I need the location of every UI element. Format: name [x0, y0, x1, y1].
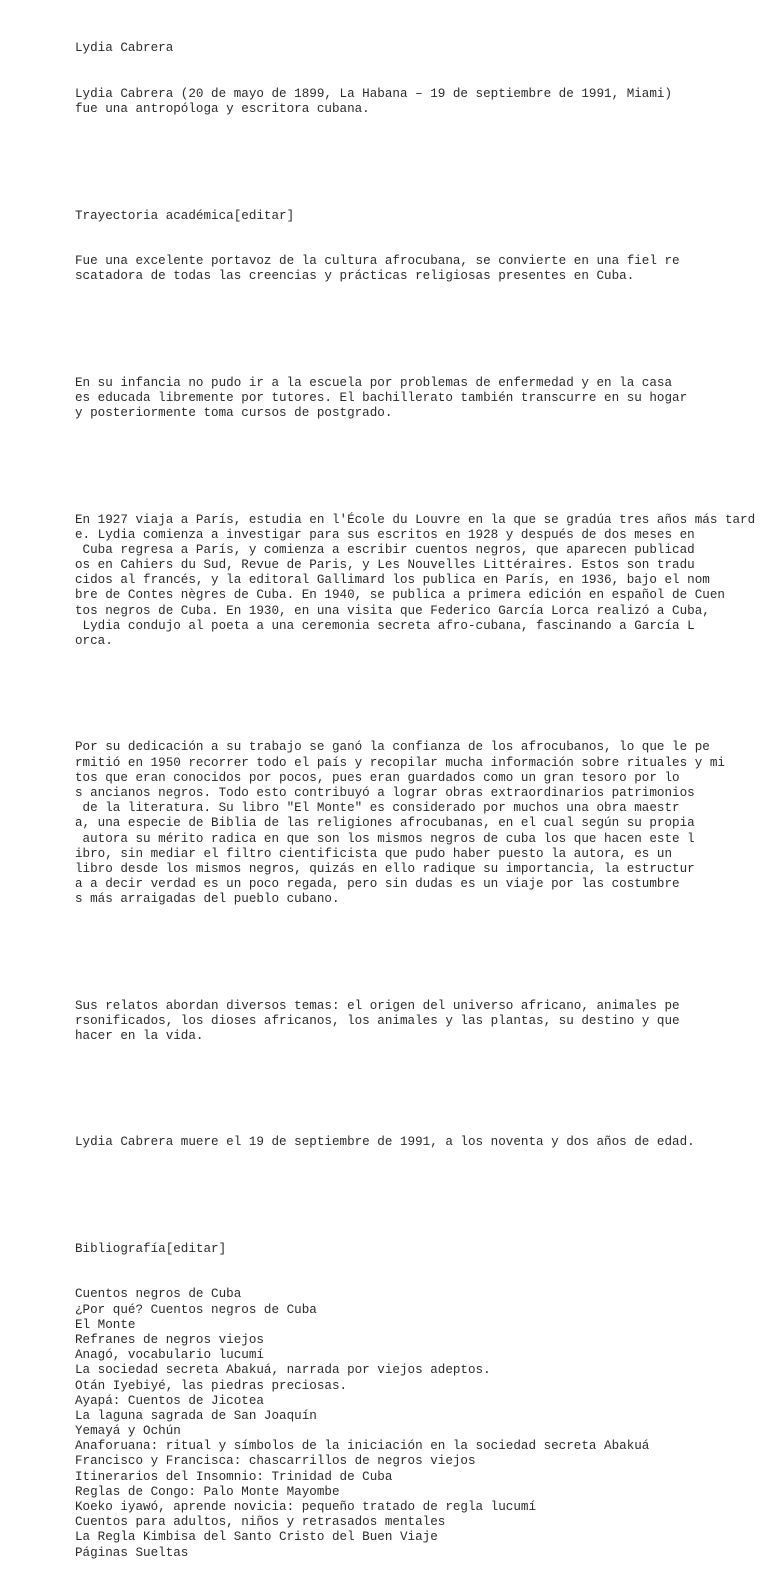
bibliografia-item: Ayapá: Cuentos de Jicotea — [75, 1393, 264, 1408]
paragraph-gap — [75, 148, 765, 163]
bibliografia-item: Reglas de Congo: Palo Monte Mayombe — [75, 1484, 340, 1499]
document-title: Lydia Cabrera — [75, 41, 174, 56]
text-line: rsonificados, los dioses africanos, los animales y las plantas, su destino y que — [75, 1013, 680, 1028]
bibliografia-item: Anagó, vocabulario lucumí — [75, 1348, 264, 1363]
bibliografia-item: Cuentos negros de Cuba — [75, 1287, 242, 1302]
text-line: scatadora de todas las creencias y prácticas religiosas presentes en Cuba. — [75, 269, 635, 284]
paragraph-gap — [75, 1075, 765, 1090]
bibliografia-item: ¿Por qué? Cuentos negros de Cuba — [75, 1302, 317, 1317]
text-line: s más arraigadas del pueblo cubano. — [75, 892, 340, 907]
bibliografia-heading: Bibliografía[editar] — [75, 1241, 227, 1256]
text-line: bre de Contes nègres de Cuba. En 1940, se publica a primera edición en español de Cuen — [75, 588, 725, 603]
bibliografia-item: La laguna sagrada de San Joaquín — [75, 1408, 317, 1423]
text-line: tos que eran conocidos por pocos, pues eran guardados como un gran tesoro por lo — [75, 770, 680, 785]
text-line: fue una antropóloga y escritora cubana. — [75, 102, 370, 117]
text-line: hacer en la vida. — [75, 1029, 204, 1044]
text-line: y posteriormente toma cursos de postgrado. — [75, 406, 393, 421]
text-line: Fue una excelente portavoz de la cultura afrocubana, se convierte en una fiel re — [75, 254, 680, 269]
text-line: de la literatura. Su libro "El Monte" es considerado por muchos una obra maestr — [75, 801, 680, 816]
bibliografia-item: La sociedad secreta Abakuá, narrada por viejos adeptos. — [75, 1363, 491, 1378]
document-body — [75, 11, 765, 1576]
bibliografia-item: Anaforuana: ritual y símbolos de la iniciación en la sociedad secreta Abakuá — [75, 1439, 650, 1454]
text-line: orca. — [75, 634, 113, 649]
paragraph-gap — [75, 452, 765, 467]
paragraph-1 — [75, 254, 765, 284]
text-line: os en Cahiers du Sud, Revue de Paris, y Les Nouvelles Littéraires. Estos son tradu — [75, 558, 695, 573]
text-line: s ancianos negros. Todo esto contribuyó a lograr obras extraordinarios patrimonios — [75, 785, 695, 800]
text-line: Sus relatos abordan diversos temas: el origen del universo africano, animales pe — [75, 998, 680, 1013]
bibliografia-item: Otán Iyebiyé, las piedras preciosas. — [75, 1378, 348, 1393]
bibliografia-item: Yemayá y Ochún — [75, 1424, 181, 1439]
bibliografia-item: Refranes de negros viejos — [75, 1332, 264, 1347]
paragraph-gap — [75, 680, 765, 695]
bibliografia-item: Páginas Sueltas — [75, 1545, 189, 1560]
bibliografia-item: El Monte — [75, 1317, 136, 1332]
bibliografia-list — [75, 1287, 765, 1560]
bibliografia-item: Itinerarios del Insomnio: Trinidad de Cuba — [75, 1469, 393, 1484]
intro-paragraph — [75, 87, 765, 117]
text-line: libro desde los mismos negros, quizás en ello radique su importancia, la estructur — [75, 861, 695, 876]
bibliografia-item: La Regla Kimbisa del Santo Cristo del Buen Viaje — [75, 1530, 438, 1545]
text-line: Cuba regresa a París, y comienza a escribir cuentos negros, que aparecen publicad — [75, 542, 695, 557]
bibliografia-item: Francisco y Francisca: chascarrillos de negros viejos — [75, 1454, 476, 1469]
text-line: autora su mérito radica en que son los mismos negros de cuba los que hacen este l — [75, 831, 695, 846]
text-line: En su infancia no pudo ir a la escuela por problemas de enfermedad y en la casa — [75, 375, 673, 390]
text-line: Lydia condujo al poeta a una ceremonia secreta afro-cubana, fascinando a García L — [75, 618, 695, 633]
paragraph-gap — [75, 315, 765, 330]
paragraph-6 — [75, 1135, 765, 1150]
bibliografia-item: Cuentos para adultos, niños y retrasados mentales — [75, 1515, 446, 1530]
paragraph-5 — [75, 999, 765, 1045]
text-line: es educada libremente por tutores. El bachillerato también transcurre en su hogar — [75, 390, 688, 405]
paragraph-3 — [75, 513, 765, 650]
text-line: e. Lydia comienza a investigar para sus escritos en 1928 y después de dos meses en — [75, 527, 695, 542]
text-line: rmitió en 1950 recorrer todo el país y recopilar mucha información sobre rituales y mi — [75, 755, 725, 770]
text-line: tos negros de Cuba. En 1930, en una visita que Federico García Lorca realizó a Cuba, — [75, 603, 710, 618]
paragraph-2 — [75, 376, 765, 422]
paragraph-gap — [75, 1181, 765, 1196]
text-line: a, una especie de Biblia de las religiones afrocubanas, en el cual según su propia — [75, 816, 695, 831]
text-line: cidos al francés, y la editoral Gallimard los publica en París, en 1936, bajo el nom — [75, 573, 710, 588]
bibliografia-item: Koeko iyawó, aprende novicia: pequeño tratado de regla lucumí — [75, 1500, 537, 1515]
text-line: Lydia Cabrera (20 de mayo de 1899, La Habana – 19 de septiembre de 1991, Miami) — [75, 87, 673, 101]
paragraph-gap — [75, 938, 765, 953]
text-line: ibro, sin mediar el filtro cientificista que pudo haber puesto la autora, es un — [75, 846, 673, 861]
text-line: Por su dedicación a su trabajo se ganó la confianza de los afrocubanos, lo que le pe — [75, 740, 710, 755]
trayectoria-heading: Trayectoria académica[editar] — [75, 208, 295, 223]
text-line: a a decir verdad es un poco regada, pero sin dudas es un viaje por las costumbre — [75, 877, 680, 892]
text-line: En 1927 viaja a París, estudia en l'École du Louvre en la que se gradúa tres años más tard — [75, 512, 756, 527]
paragraph-4 — [75, 740, 765, 907]
text-line: Lydia Cabrera muere el 19 de septiembre de 1991, a los noventa y dos años de edad. — [75, 1135, 695, 1150]
